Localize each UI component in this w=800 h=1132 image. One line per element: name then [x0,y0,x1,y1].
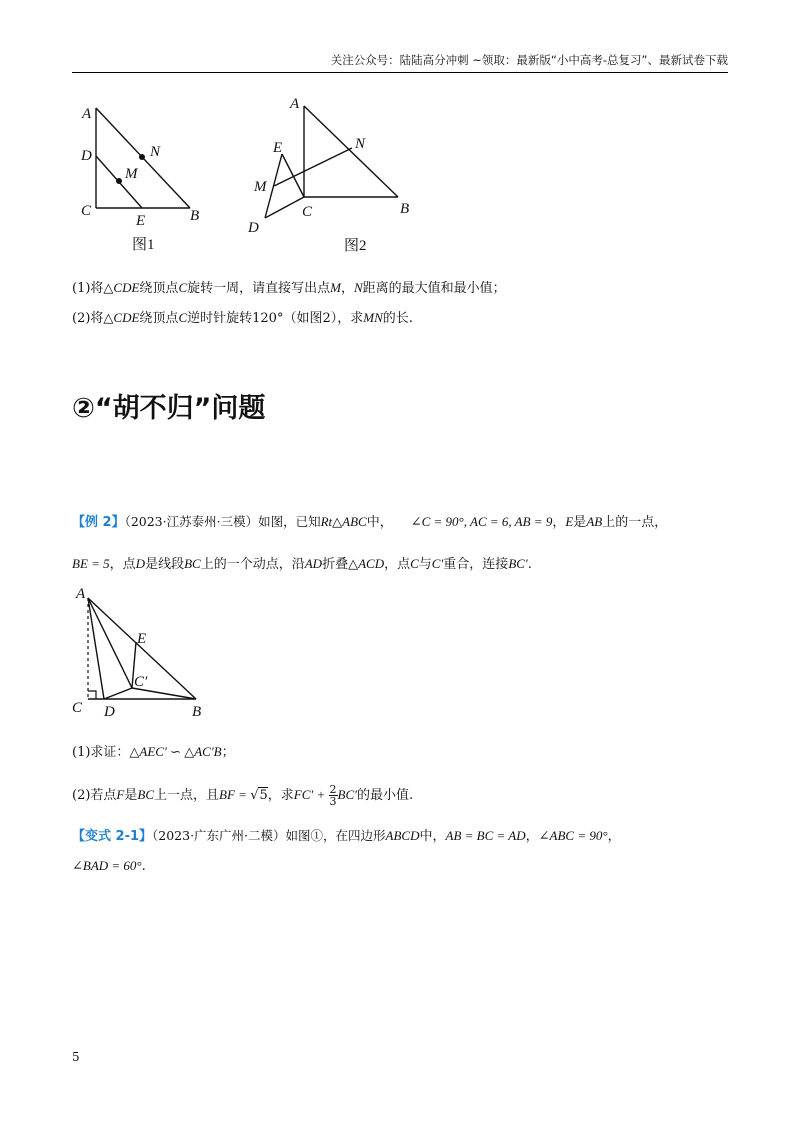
fig2-label-c: C [302,204,313,220]
fig3-label-c: C [72,700,83,716]
fig2-caption: 图2 [344,238,367,254]
section-title: ②“胡不归”问题 [72,393,266,424]
example-2-point-d: D [135,556,146,571]
ex2q2-root: 5 [259,788,268,803]
q1-sep: ， [340,281,354,296]
q2-text-3: （如图 [283,311,323,326]
fig1-label-a: A [82,106,92,122]
fig2-label-n: N [355,136,366,152]
q1-point-m: M [330,280,341,295]
ex2q2-text-3: ，求 [267,788,294,803]
fig1-label-b: B [190,208,200,224]
variant-2-1-end: . [141,859,146,874]
example-2-text-5: 上的一个动点，沿 [200,557,305,572]
ex2q1-prefix: (1)求证： [72,745,130,760]
fig1-label-e: E [136,213,146,229]
q2-triangle: △CDE [103,310,140,325]
fig2-label-a: A [290,96,300,112]
q1-point-c: C [178,280,188,295]
figure-3 [66,582,226,726]
fig2-label-m: M [254,179,267,195]
fig1-label-d: D [81,148,92,164]
variant-2-1-condition-2: ∠ABC = 90° [538,828,608,843]
figure-2-svg [240,90,430,260]
variant-2-1-quadrilateral: ABCD [385,828,420,843]
figure-1-svg [72,96,222,256]
q2-segment-mn: MN [363,310,383,325]
variant-2-1-condition-3: ∠BAD = 60° [72,858,142,873]
page-header [72,52,728,73]
example-2-point-c-prime: C′ [431,556,444,571]
page-number: 5 [72,1050,80,1064]
ex2q2-bf: BF = [219,787,251,802]
ex2q2-bc-prime: BC′ [337,787,357,802]
example-2-text-9: 重合，连接 [443,557,509,572]
fig1-label-m: M [125,166,138,182]
example-2-source: （2023·江苏泰州·三模）如图，已知 [124,514,321,529]
ex2q2-text-2: 上一点，且 [154,788,220,803]
example-2-question-2: (2)若点F是BC上一点，且BF = √5，求FC′ + $\frac{2}{3}$ BC′的最小值. [72,783,414,808]
fig2-label-b: B [400,201,410,217]
fig1-label-c: C [81,203,92,219]
figure-1 [72,96,222,260]
example-2-conditions: ∠C = 90°, AC = 6, AB = 9 [410,514,553,529]
fig1-label-n: N [150,144,161,160]
q1-text-2: 旋转一周，请直接写出点 [187,281,331,296]
variant-2-1-sep-2: ， [607,829,621,844]
q1-triangle: △CDE [103,280,140,295]
variant-2-1-line-2 [72,856,146,877]
example-2-tag: 【例 2】 [72,515,125,530]
ex2q2-prefix: (2)若点 [72,788,117,803]
q1-point-n: N [353,280,363,295]
ex2q2-fraction-num: 2 [329,783,337,796]
example-2-end: . [527,557,532,572]
fig2-label-d: D [248,220,259,236]
example-2-mid: 中， [366,515,393,530]
ex2q2-fraction-den: 3 [329,795,337,808]
ex2q2-point-f: F [116,787,125,802]
example-2-comma: ， [552,515,566,530]
example-2-segment-ab: AB [586,514,603,529]
variant-2-1-tag: 【变式 2-1】 [72,829,153,844]
ex2q2-fraction [329,784,338,807]
fig3-label-a: A [76,586,86,602]
example-2-text-6: 折叠 [322,557,349,572]
variant-2-1-source: （2023·广东广州·二模）如图①，在四边形 [152,828,386,843]
q2-text-5: 的长. [382,311,413,326]
question-1 [72,278,506,299]
fig3-label-e: E [137,631,147,647]
q2-prefix: (2)将 [72,311,104,326]
ex2q1-end: ； [221,745,235,760]
example-2-question-1 [72,742,235,763]
q2-text-4: ），求 [330,311,364,326]
question-2 [72,308,413,329]
ex2q2-text-1: 是 [124,788,138,803]
example-2-point-e: E [565,514,574,529]
variant-2-1-sep: ， [525,829,539,844]
fig1-caption: 图1 [132,237,155,253]
example-2-point-c: C [410,556,419,571]
example-2-segment-ad: AD [304,556,323,571]
example-2-text-8: 与 [418,557,432,572]
q1-prefix: (1)将 [72,281,104,296]
example-2-segment-bc-prime: BC′ [508,556,528,571]
variant-2-1-mid: 中， [419,829,446,844]
q2-angle: 120° [252,311,284,326]
example-2-text-7: ，点 [384,557,411,572]
example-2-segment-bc: BC [184,556,201,571]
figure-2 [240,90,430,264]
variant-2-1-condition-1: AB = BC = AD [445,828,526,843]
example-2-text-2: 上的一点， [602,515,668,530]
ex2q2-segment-bc: BC [137,787,155,802]
variant-2-1-line-1 [72,826,621,847]
q2-figure-number: 2 [322,311,331,326]
q1-text-3: 距离的最大值和最小值； [362,281,506,296]
q2-point-c: C [178,310,188,325]
q1-text-1: 绕顶点 [139,281,179,296]
fig3-label-b: B [192,704,202,720]
example-2-line-1 [72,512,667,533]
example-2-be: BE = 5 [72,556,110,571]
fig2-label-e: E [273,140,283,156]
example-2-triangle-acd: △ACD [348,556,385,571]
ex2q2-text-4: 的最小值. [356,788,414,803]
figure-3-svg [66,582,226,722]
example-2-text-3: ，点 [109,557,136,572]
ex2q2-fc-prime: FC′ + [293,787,329,802]
example-2-line-2 [72,554,532,575]
fig3-label-d: D [104,704,115,720]
fig3-label-c-prime: C′ [134,674,148,690]
example-2-text-1: 是 [573,515,587,530]
ex2q1-statement: △AEC′ ∽ △AC′B [129,744,222,759]
header-text: 关注公众号：陆陆高分冲刺 ~领取：最新版“小中高考-总复习”、最新试卷下载 [330,53,728,67]
q2-text-2: 逆时针旋转 [187,311,253,326]
example-2-right-triangle: Rt△ABC [320,514,367,529]
example-2-text-4: 是线段 [145,557,185,572]
q2-text-1: 绕顶点 [139,311,179,326]
